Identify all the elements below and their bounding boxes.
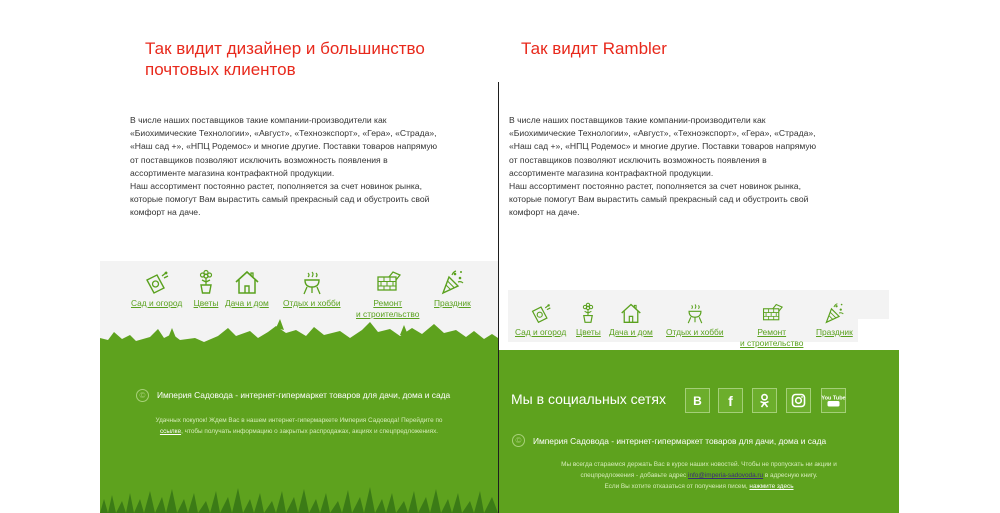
facebook-glyph: f [728,393,733,409]
house-icon [620,302,642,324]
category-repair[interactable] [740,302,803,349]
house-icon [234,269,260,295]
youtube-button[interactable] [821,388,846,413]
copyright-icon: © [136,389,149,402]
footer-title: Империя Садовода - интернет-гипермаркет товаров для дачи, дома и сада [533,436,827,446]
footer-note-line-2 [499,470,899,481]
footer-note-text: спецпредложения - добавьте адрес [580,472,687,479]
body-line: «Наш сад +», «НПЦ Родемос» и многие другие. Поставки товаров напрямую [509,141,817,152]
body-line: В числе наших поставщиков такие компании-производители как [509,115,766,125]
category-garden[interactable] [131,269,182,309]
garden-icon [144,269,170,295]
category-label[interactable]: Отдых и хобби [283,298,341,308]
flower-icon [193,269,219,295]
body-line: комфорт на даче. [509,207,580,218]
category-holiday[interactable] [434,269,471,309]
category-label[interactable]: Ремонт [373,298,403,308]
category-leisure[interactable] [283,269,341,309]
category-label[interactable]: Дача и дом [609,327,653,337]
category-label[interactable]: Отдых и хобби [666,327,724,337]
instagram-icon [791,393,806,408]
grass-bottom-decoration [100,485,498,513]
facebook-icon [723,393,738,408]
rambler-view-heading: Так видит Rambler [521,39,667,58]
category-label[interactable]: Цветы [576,327,601,337]
category-holiday[interactable] [816,302,853,338]
rambler-category-strip [508,290,889,348]
instagram-button[interactable] [786,388,811,413]
garden-icon [530,302,552,324]
party-icon [439,269,465,295]
category-label[interactable]: Праздник [816,327,853,337]
footer-note-line-3 [499,481,899,492]
subscribe-link[interactable]: ссылке [159,428,182,435]
category-dacha-home[interactable] [609,302,653,338]
body-line: от поставщиков позволяют исключить возможность появления в [509,154,767,165]
vk-button[interactable] [685,388,710,413]
odnoklassniki-icon [757,393,772,408]
body-line: ассортименте магазина контрафактной продукции. [130,167,335,178]
designer-view-heading [145,38,425,80]
category-garden[interactable] [515,302,566,338]
rambler-strip-gap [858,319,899,342]
grill-icon [299,269,325,295]
email-link[interactable]: info@imperia-sadovoda.ru [688,472,764,479]
body-line: Наш ассортимент постоянно растет, пополняется за счет новинок рынка, [509,181,801,192]
body-line: ассортименте магазина контрафактной продукции. [509,167,714,178]
body-line: которые помогут Вам вырастить самый прекрасный сад и обустроить свой [130,194,430,205]
facebook-button[interactable] [718,388,743,413]
vk-icon [690,393,705,408]
party-icon [823,302,845,324]
footer-note-text: Если Вы хотите отказаться от получения писем, [604,483,748,490]
category-label[interactable]: Ремонт [757,327,787,337]
body-line: Наш ассортимент постоянно растет, пополняется за счет новинок рынка, [130,181,422,192]
grill-icon [684,302,706,324]
category-flowers[interactable] [193,269,219,309]
body-line: «Биохимические Технологии», «Август», «Техноэкспорт», «Гера», «Страда», [509,128,816,139]
footer-title: Империя Садовода - интернет-гипермаркет товаров для дачи, дома и сада [157,390,451,400]
footer-note-line-1: Удачных покупок! Ждем Вас в нашем интернет-гипермаркете Империя Садовода! Перейдите по [155,417,443,424]
copyright-icon: © [512,434,525,447]
body-line: В числе наших поставщиков такие компании-производители как [130,115,387,125]
footer-note-line-2 [100,426,498,437]
social-heading: Мы в социальных сетях [511,391,666,407]
category-leisure[interactable] [666,302,724,338]
odnoklassniki-button[interactable] [752,388,777,413]
footer-note [499,459,899,492]
vk-glyph: B [693,394,702,408]
designer-body-text [130,114,437,220]
body-line: которые помогут Вам вырастить самый прекрасный сад и обустроить свой [509,194,809,205]
youtube-glyph: You Tube [821,395,846,402]
category-dacha-home[interactable] [225,269,269,309]
body-line: «Биохимические Технологии», «Август», «Техноэкспорт», «Гера», «Страда», [130,128,437,139]
footer-note-line-1: Мы всегда стараемся держать Вас в курсе наших новостей. Чтобы не пропускать ни акции и [561,461,837,468]
category-label[interactable]: Цветы [193,298,219,308]
category-label[interactable]: Дача и дом [225,298,269,308]
rambler-body-text [509,114,816,220]
category-repair[interactable] [356,269,419,320]
youtube-icon [821,393,846,408]
footer-note-text: в адресную книгу. [764,472,818,479]
flower-icon [577,302,599,324]
category-flowers[interactable] [576,302,601,338]
footer-note [100,415,498,437]
body-line: от поставщиков позволяют исключить возможность появления в [130,154,388,165]
category-label-line-2[interactable]: и строительство [356,309,420,319]
category-label-line-2[interactable]: и строительство [740,338,804,348]
bricks-icon [761,302,783,324]
designer-view-heading-line-1: Так видит дизайнер и большинство [145,39,425,58]
bricks-icon [375,269,401,295]
category-label[interactable]: Праздник [434,298,471,308]
body-line: «Наш сад +», «НПЦ Родемос» и многие другие. Поставки товаров напрямую [130,141,438,152]
category-label[interactable]: Сад и огород [131,298,183,308]
unsubscribe-link[interactable]: нажмите здесь [749,483,794,490]
footer-note-rest: , чтобы получать информацию о закрытых распродажах, акциях и спецпредложениях. [181,428,439,435]
body-line: комфорт на даче. [130,207,201,218]
grass-top-decoration [100,318,498,348]
designer-view-heading-line-2: почтовых клиентов [145,60,296,79]
category-label[interactable]: Сад и огород [515,327,567,337]
